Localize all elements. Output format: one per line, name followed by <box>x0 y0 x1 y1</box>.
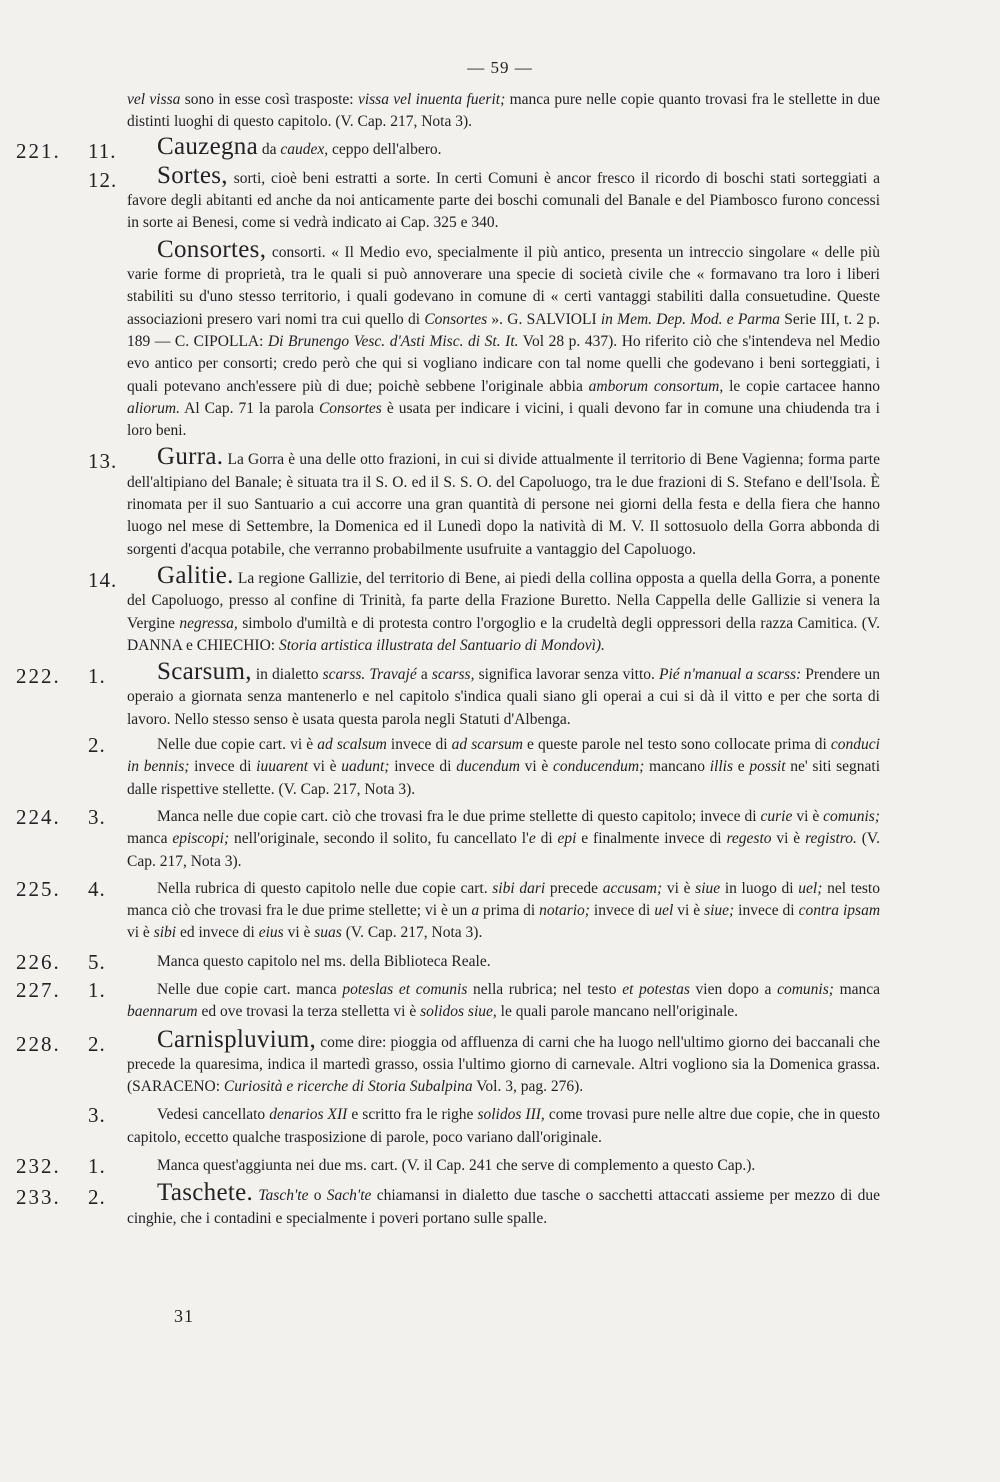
note-226-5: 226. 5. Manca questo capitolo nel ms. della Biblioteca Reale. <box>16 949 491 974</box>
headword: Sortes, <box>157 161 228 189</box>
headword: Cauzegna <box>157 132 258 160</box>
note-number: 12. <box>88 167 118 192</box>
note-14: 14. Galitie. La regione Gallizie, del territorio di Bene, ai piedi della collina opposta a quella della Gorra, a ponente del Capoluogo, presso al confine di Trinità, fa parte della Frazione Buretto. Nella Cappella delle Gallizie si venera la Vergine negressa, simbolo d'umiltà e di protesta contro l'orgoglio e la crudeltà degli oppressori della razza Camitica. (V. DANNA e CHIECHIO: Storia artistica illustrata del Santuario di Mondovì). <box>88 561 880 654</box>
note-number: 3. <box>88 1103 106 1128</box>
page-number: — 59 — <box>467 58 533 77</box>
note-number: 14. <box>88 567 118 592</box>
note-233-2: 233. 2. Taschete. Tasch'te o Sach'te chiamansi in dialetto due tasche o sacchetti attaccati assieme per mezzo di due cinghie, che i contadini e specialmente i poveri portano sulle spalle. <box>16 1179 881 1227</box>
note-number: 2. <box>88 1031 106 1056</box>
signature-mark: 31 <box>174 1306 194 1326</box>
headword: Gurra. <box>157 443 224 471</box>
note-232-1: 232. 1. Manca quest'aggiunta nei due ms. cart. (V. il Cap. 241 che serve di complemento a questo Cap.). <box>16 1154 756 1179</box>
chapter-number: 222. <box>16 664 61 689</box>
chapter-number: 225. <box>16 876 61 901</box>
note-224-3: 224. 3. Manca nelle due copie cart. ciò che trovasi fra le due prime stellette di questo capitolo; invece di curie vi è comunis; manca episcopi; nell'originale, secondo il solito, fu cancellato l'e di epi e finalmente invece di regesto vi è registro. (V. Cap. 217, Nota 3). <box>16 804 880 870</box>
note-number: 13. <box>88 449 118 474</box>
note-continuation: vel vissa sono in esse così trasposte: vissa vel inuenta fuerit; manca pure nelle copie quanto trovasi fra le stellette in due distinti luoghi di questo capitolo. (V. Cap. 217, Nota 3). <box>127 91 880 131</box>
note-2: 2. Nelle due copie cart. vi è ad scalsum invece di ad scarsum e queste parole nel testo sono collocate prima di conduci in bennis; invece di iuuarent vi è uadunt; invece di ducendum vi è conducendum; mancano illis e possit ne' siti segnati dalle rispettive stellette. (V. Cap. 217, Nota 3). <box>88 733 881 798</box>
note-number: 1. <box>88 977 106 1002</box>
note-number: 2. <box>88 733 106 758</box>
note-227-1: 227. 1. Nelle due copie cart. manca poteslas et comunis nella rubrica; nel testo et potestas vien dopo a comunis; manca baennarum ed ove trovasi la terza stelletta vi è solidos siue, le quali parole mancano nell'originale. <box>16 977 881 1021</box>
chapter-number: 233. <box>16 1185 61 1210</box>
note-3: 3. Vedesi cancellato denarios XII e scritto fra le righe solidos III, come trovasi pure nelle altre due copie, che in questo capitolo, eccetto qualche trasposizione di parole, poco variano dall'originale. <box>88 1103 881 1146</box>
headword: Scarsum, <box>157 658 252 686</box>
note-13: 13. Gurra. La Gorra è una delle otto frazioni, in cui si divide attualmente il territorio di Bene Vagienna; forma parte dell'altipiano del Banale; è situata tra il S. O. ed il S. S. O. del Capoluogo, tra le due frazioni di S. Stefano e dell'Isola. È rinomata per il suo Santuario a cui accorre una gran quantità di persone nei giorni della festa e della fiera che hanno luogo nel mese di Settembre, la Domenica ed il Lunedì dopo la natività di M. V. Il sottosuolo della Gorra abbonda di sorgenti d'acqua potabile, che verranno probabilmente usufruite a vantaggio del Capoluogo. <box>88 443 880 558</box>
headword: Carnispluvium, <box>157 1025 317 1053</box>
chapter-number: 232. <box>16 1154 61 1179</box>
note-number: 3. <box>88 804 106 829</box>
note-228-2: 228. 2. Carnispluvium, come dire: pioggia od affluenza di carni che ha luogo nell'ultimo giorno dei baccanali che precede la quaresima, indica il martedì grasso, ossia l'ultimo giorno di carnevale. Altri vogliono sia la Domenica grassa. (SARACENO: Curiosità e ricerche di Storia Subalpina Vol. 3, pag. 276). <box>16 1025 880 1096</box>
note-number: 5. <box>88 949 106 974</box>
note-number: 4. <box>88 876 106 901</box>
headword: Consortes, <box>157 235 267 263</box>
chapter-number: 224. <box>16 804 61 829</box>
note-222-1: 222. 1. Scarsum, in dialetto scarss. Travajé a scarss, significa lavorar senza vitto. Pié n'manual a scarss: Prendere un operaio a giornata senza mantenerlo e nel capitolo s'indica quali siano gli operai a cui si dà il vitto e per che sorta di lavoro. Nello stesso senso è usata questa parola negli Statuti d'Albenga. <box>16 658 880 728</box>
headword: Galitie. <box>157 561 234 589</box>
chapter-number: 228. <box>16 1031 61 1056</box>
note-221-11: 221. 11. Cauzegna da caudex, ceppo dell'albero. <box>16 132 442 163</box>
note-12: 12. Sortes, sorti, cioè beni estratti a sorte. In certi Comuni è ancor fresco il ricordo di boschi stati sorteggiati a favore degli abitanti ed anche da noi anticamente parte dei boschi comunali del Banale e del Piambosco furono concessi in sorte ai Benesi, come si vedrà indicato ai Cap. 325 e 340. <box>88 161 880 232</box>
note-number: 2. <box>88 1185 106 1210</box>
page-body <box>0 89 1000 1230</box>
note-225-4: 225. 4. Nella rubrica di questo capitolo nelle due copie cart. sibi dari precede accusam; vi è siue in luogo di uel; nel testo manca ciò che trovasi fra le due prime stellette; vi è un a prima di notario; invece di uel vi è siue; invece di contra ipsam vi è sibi ed invece di eius vi è suas (V. Cap. 217, Nota 3). <box>16 876 881 942</box>
chapter-number: 226. <box>16 949 61 974</box>
chapter-number: 227. <box>16 977 61 1002</box>
note-number: 1. <box>88 1154 106 1179</box>
headword: Taschete. <box>157 1179 254 1207</box>
note-consortes: Consortes, consorti. « Il Medio evo, specialmente il più antico, presenta un intreccio singolare « delle più varie forme di proprietà, tra le quali si può annoverare una specie di società civile che « formavano tra loro i liberi stabiliti su d'uno stesso territorio, i quali godevano in comune di « certi vantaggi stabiliti dalla consuetudine. Queste associazioni presero vari nomi tra cui quello di Consortes ». G. SALVIOLI in Mem. Dep. Mod. e Parma Serie III, t. 2 p. 189 — C. CIPOLLA: Di Brunengo Vesc. d'Asti Misc. di St. It. Vol 28 p. 437). Ho riferito ciò che s'intendeva nel Medio evo antico per consorti; credo però che qui si vogliano indicare con tal nome quelli che godevano i beni sorteggiati, i quali potevano anch'essere più di due; poichè sebbene l'originale abbia amborum consortum, le copie cartacee hanno aliorum. Al Cap. 71 la parola Consortes è usata per indicare i vicini, i quali devono far in comune una chiudenda tra i loro beni. <box>127 235 880 440</box>
note-number: 1. <box>88 664 106 689</box>
chapter-number: 221. <box>16 138 61 163</box>
note-number: 11. <box>88 138 117 163</box>
